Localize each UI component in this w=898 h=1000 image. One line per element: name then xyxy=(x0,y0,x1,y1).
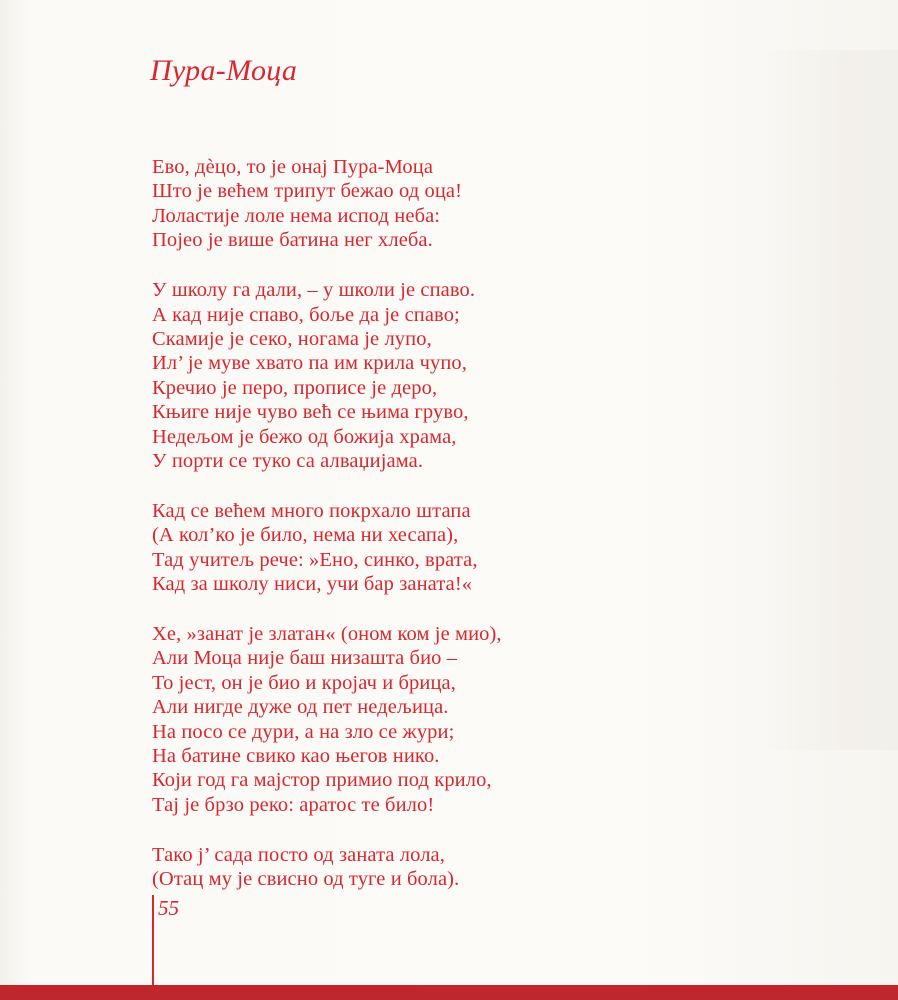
poem-line: Што је већем трипут бежао од оца! xyxy=(152,180,463,203)
poem-line: Тај је брзо реко: аратос те било! xyxy=(152,793,435,816)
poem-line: (Отац му је свисно од туге и бола). xyxy=(152,868,460,891)
stanza-5 xyxy=(152,843,672,892)
poem-line: Лоластије лоле нема испод неба: xyxy=(152,204,441,227)
poem-line: На посо се дури, а на зло се жури; xyxy=(152,720,455,743)
poem-line: Кад за школу ниси, учи бар заната!« xyxy=(152,573,473,596)
page-number-rule xyxy=(152,895,154,990)
poem-line: Скамије је секо, ногама је лупо, xyxy=(152,327,432,350)
poem-line: А кад није спаво, боље да је спаво; xyxy=(152,303,460,326)
poem-line: Тад учитељ рече: »Ено, синко, врата, xyxy=(152,548,478,571)
poem-line: У порти се туко са алваџијама. xyxy=(152,449,424,472)
stanza-3 xyxy=(152,499,672,597)
poem-line: Тако ј’ сада посто од заната лола, xyxy=(152,843,445,866)
poem-line: Појео је више батина нег хлеба. xyxy=(152,229,433,252)
page-number: 55 xyxy=(158,896,179,920)
page-edge-band xyxy=(0,985,898,1000)
poem-line: Али Моца није баш низашта био – xyxy=(152,647,458,670)
poem-line: Који год га мајстор примио под крило, xyxy=(152,769,492,792)
poem-body xyxy=(152,155,672,917)
poem-line: Кад се већем много покрхало штапа xyxy=(152,499,471,522)
poem-line: Недељом је бежо од божија храма, xyxy=(152,425,457,448)
poem-line: (А кол’ко је било, нема ни хесапа), xyxy=(152,524,459,547)
poem-line: То јест, он је био и кројач и брица, xyxy=(152,671,456,694)
poem-line: Хе, »занат је златан« (оном ком је мио), xyxy=(152,623,502,645)
stanza-4 xyxy=(152,622,672,817)
poem-title: Пура-Моца xyxy=(150,54,298,87)
poem-line: Књиге није чуво већ се њима груво, xyxy=(152,401,469,424)
poem-line: На батине свико као његов нико. xyxy=(152,745,440,768)
poem-line: Ево, дѐцо, то је онај Пура-Моца xyxy=(152,156,434,178)
poem-line: Али нигде дуже од пет недељица. xyxy=(152,696,449,719)
show-through-shadow xyxy=(758,50,898,750)
stanza-2 xyxy=(152,278,672,473)
poem-line: У школу га дали, – у школи је спаво. xyxy=(152,279,476,302)
stanza-1 xyxy=(152,155,672,253)
poem-line: Кречио је перо, прописе је деро, xyxy=(152,376,438,399)
poem-line: Ил’ је муве хвато па им крила чупо, xyxy=(152,352,467,375)
